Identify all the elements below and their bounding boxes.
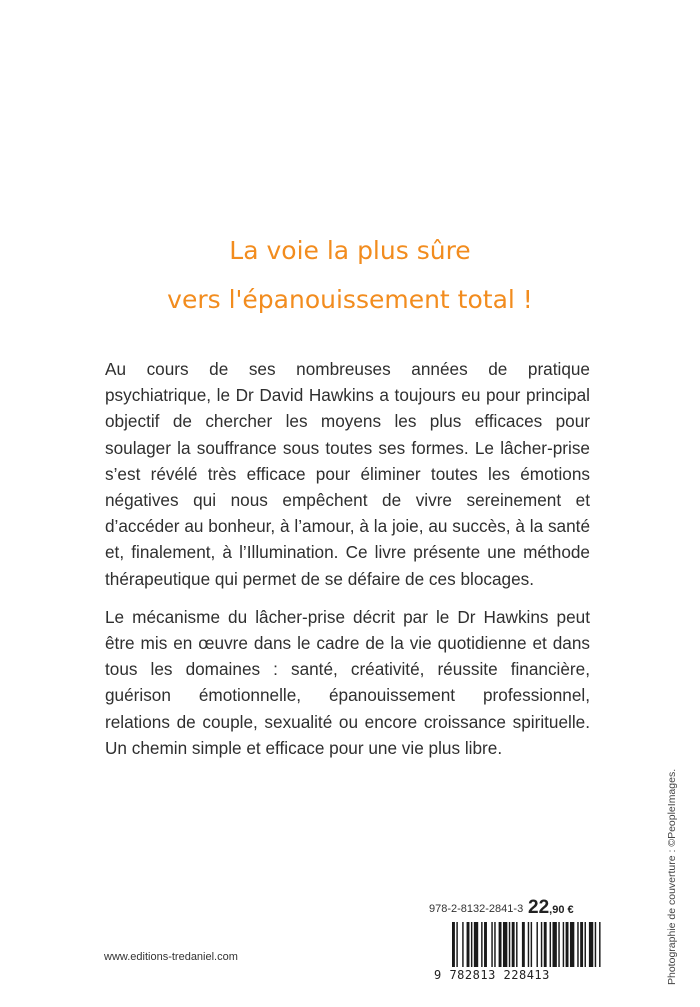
barcode-bar xyxy=(484,922,487,967)
barcode-bar xyxy=(570,922,574,967)
barcode-digits: 9 782813 228413 xyxy=(434,968,550,982)
isbn-number: 978-2-8132-2841-3 xyxy=(429,903,524,915)
barcode-bars xyxy=(452,922,602,967)
barcode-bar xyxy=(467,922,470,967)
barcode-bar xyxy=(595,922,596,967)
back-cover-description xyxy=(105,356,590,773)
price-main: 22 xyxy=(528,897,550,918)
barcode-bar xyxy=(456,922,457,967)
barcode xyxy=(452,922,602,967)
price-cents: ,90 € xyxy=(549,904,574,916)
barcode-bar xyxy=(528,922,529,967)
barcode-bar xyxy=(474,922,478,967)
barcode-bar xyxy=(516,922,517,967)
barcode-bar xyxy=(541,922,542,967)
barcode-bar xyxy=(499,922,502,967)
barcode-bar xyxy=(599,922,600,967)
barcode-bar xyxy=(536,922,537,967)
barcode-bar xyxy=(471,922,472,967)
price xyxy=(528,897,574,919)
barcode-bar xyxy=(512,922,515,967)
barcode-bar xyxy=(552,922,556,967)
barcode-bar xyxy=(566,922,569,967)
barcode-bar xyxy=(509,922,510,967)
barcode-bar xyxy=(522,922,525,967)
barcode-bar xyxy=(589,922,593,967)
barcode-bar xyxy=(577,922,578,967)
barcode-bar xyxy=(462,922,463,967)
publisher-website: www.editions-tredaniel.com xyxy=(104,951,238,963)
barcode-bar xyxy=(558,922,559,967)
barcode-bar xyxy=(544,922,547,967)
tagline-line-1: La voie la plus sûre xyxy=(229,236,471,265)
barcode-bar xyxy=(491,922,492,967)
barcode-bar xyxy=(563,922,564,967)
barcode-bar xyxy=(585,922,586,967)
barcode-bar xyxy=(452,922,455,967)
photo-credit: Photographie de couverture : ©PeopleImages. xyxy=(666,768,678,985)
barcode-bar xyxy=(481,922,482,967)
tagline-line-2: vers l'épanouissement total ! xyxy=(167,285,533,314)
barcode-bar xyxy=(531,922,532,967)
barcode-bar xyxy=(503,922,507,967)
barcode-bar xyxy=(580,922,583,967)
tagline xyxy=(0,226,700,324)
description-paragraph-2: Le mécanisme du lâcher-prise décrit par le Dr Hawkins peut être mis en œuvre dans le cadre de la vie quotidienne et dans tous les domaines : santé, créativité, réussite financière, guérison émotionnelle, épanouissement professionnel, relations de couple, sexualité ou encore croissance spirituelle. Un chemin simple et efficace pour une vie plus libre. xyxy=(105,606,590,758)
barcode-bar xyxy=(550,922,551,967)
description-paragraph-1: Au cours de ses nombreuses années de pratique psychiatrique, le Dr David Hawkins a toujours eu pour principal objectif de chercher les moyens les plus efficaces pour soulager la souffrance sous toutes ses formes. Le lâcher-prise s’est révélé très efficace pour éliminer toutes les émotions négatives qui nous empêchent de vivre sereinement et d’accéder au bonheur, à l’amour, à la joie, au succès, à la santé et, finalement, à l’Illumination. Ce livre présente une méthode thérapeutique qui permet de se défaire de ces blocages. xyxy=(105,359,590,589)
barcode-bar xyxy=(494,922,495,967)
